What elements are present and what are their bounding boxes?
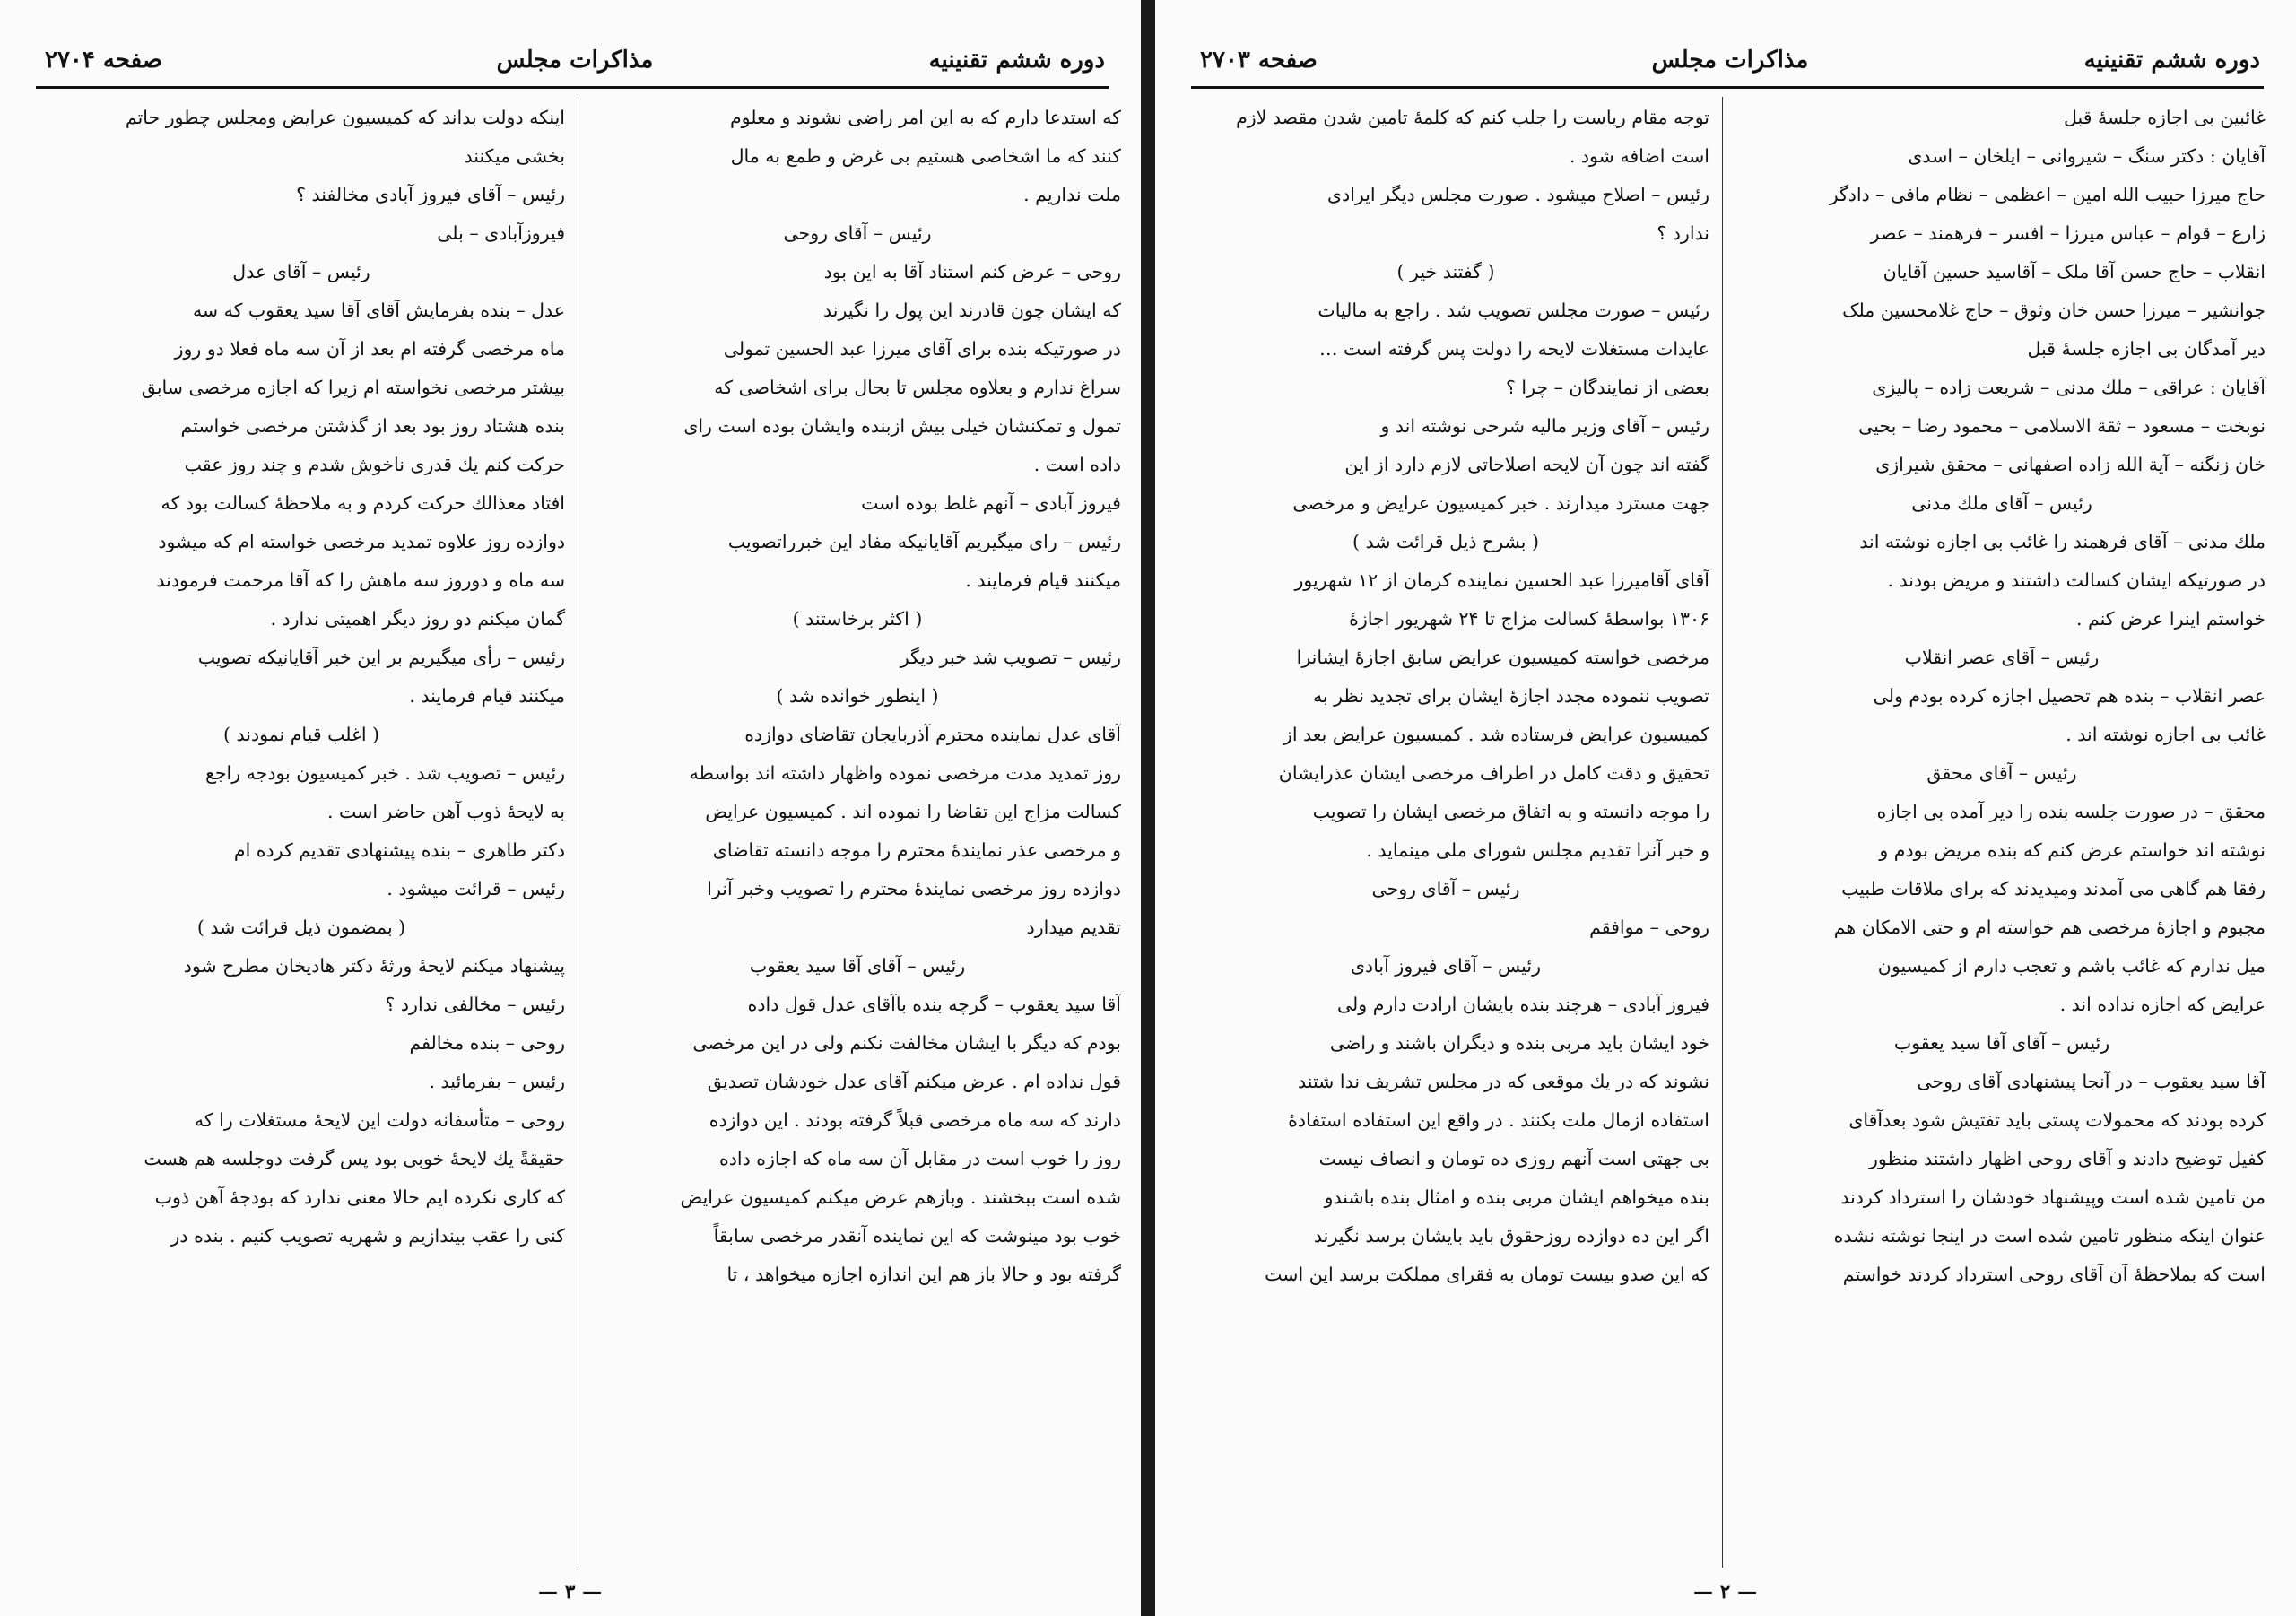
- text-line: بخشی میکنند: [464, 145, 565, 167]
- right-page-column-right: [1738, 99, 2266, 1551]
- text-line: افتاد معذالك حرکت کردم و به ملاحظهٔ کسالت بود که: [161, 492, 565, 514]
- right-page-header: [1200, 43, 2260, 83]
- text-line: کنند که ما اشخاصی هستیم بی غرض و طمع به مال: [730, 145, 1121, 167]
- text-line: دوازده روز علاوه تمدید مرخصی خواسته ام که میشود: [158, 531, 565, 552]
- text-line: ( بمضمون ذیل قرائت شد ): [196, 917, 406, 938]
- text-line: ندارد ؟: [1657, 222, 1709, 244]
- text-line: در صورتیکه بنده برای آقای میرزا عبد الحسین تمولی: [723, 338, 1121, 360]
- text-line: جوانشیر – میرزا حسن خان وثوق – حاج غلامحسین ملک: [1842, 300, 2266, 321]
- text-line: دارند که سه ماه مرخصی قبلاً گرفته بودند . این دوازده: [709, 1109, 1121, 1131]
- text-line: و خبر آنرا تقدیم مجلس شورای ملی مینماید .: [1366, 839, 1709, 861]
- text-line: رئیس – آقای آقا سید یعقوب: [749, 955, 966, 977]
- text-line: رئیس – آقای روحی: [1371, 878, 1520, 899]
- left-page: [0, 0, 1141, 1616]
- text-line: روحی – موافقم: [1589, 917, 1709, 938]
- text-line: ملك مدنی – آقای فرهمند را غائب بی اجازه نوشته اند: [1859, 531, 2266, 552]
- text-line: روحی – متأسفانه دولت این لایحهٔ مستغلات را که: [194, 1109, 565, 1131]
- journal-title: مذاکرات مجلس: [1651, 47, 1809, 74]
- text-line: دوازده روز مرخصی نمایندهٔ محترم را تصویب وخبر آنرا: [707, 878, 1121, 899]
- text-line: رئیس – آقای فیروز آبادی مخالفند ؟: [296, 184, 565, 205]
- text-line: آقای آقامیرزا عبد الحسین نماینده کرمان از ۱۲ شهریور: [1294, 569, 1709, 591]
- text-line: غائب بی اجازه نوشته اند .: [2066, 724, 2266, 745]
- text-line: کمیسیون عرایض فرستاده شد . کمیسیون عرایض بعد از: [1283, 724, 1709, 745]
- text-line: محقق – در صورت جلسه بنده را دیر آمده بی اجازه: [1876, 801, 2266, 822]
- text-line: خود ایشان باید مربی بنده و دیگران باشند و راضی: [1329, 1032, 1709, 1054]
- text-line: ( اکثر برخاستند ): [792, 608, 923, 630]
- page-footer-number: — ۲ —: [1693, 1580, 1758, 1603]
- left-page-header: [45, 43, 1105, 83]
- text-line: است که بملاحظهٔ آن آقای روحی استرداد کردند خواستم: [1842, 1264, 2266, 1285]
- right-page: [1155, 0, 2296, 1616]
- text-line: تمول و تمکنشان خیلی بیش ازبنده وایشان بوده است رای: [683, 415, 1121, 437]
- text-line: آقا سید یعقوب – گرچه بنده باآقای عدل قول داده: [747, 994, 1121, 1015]
- text-line: فیروزآبادی – بلی: [437, 222, 565, 244]
- text-line: بعضی از نمایندگان – چرا ؟: [1506, 377, 1709, 398]
- page-number-label: صفحه ۲۷۰۳: [1200, 47, 1318, 74]
- journal-title: مذاکرات مجلس: [496, 47, 654, 74]
- text-line: به لایحهٔ ذوب آهن حاضر است .: [326, 801, 565, 822]
- text-line: رئیس – آقای عصر انقلاب: [1904, 647, 2100, 668]
- text-line: ( گفتند خیر ): [1396, 261, 1495, 282]
- text-line: ملت نداریم .: [1023, 184, 1121, 205]
- text-line: روحی – بنده مخالفم: [409, 1032, 565, 1054]
- text-line: آقایان : دکتر سنگ – شیروانی – ایلخان – اسدی: [1908, 145, 2266, 167]
- text-line: دیر آمدگان بی اجازه جلسهٔ قبل: [2027, 338, 2266, 360]
- text-line: عدل – بنده بفرمایش آقای آقا سید یعقوب که سه: [192, 300, 565, 321]
- column-divider: [1722, 97, 1723, 1568]
- text-line: رئیس – آقای وزیر مالیه شرحی نوشته اند و: [1380, 415, 1709, 437]
- text-line: مجبوم و اجازهٔ مرخصی هم خواسته ام و حتی الامکان هم: [1833, 917, 2266, 938]
- page-footer-number: — ۳ —: [538, 1580, 603, 1603]
- text-line: جهت مسترد میدارند . خبر کمیسیون عرایض و مرخصی: [1292, 492, 1709, 514]
- text-line: رئیس – تصویب شد . خبر کمیسیون بودجه راجع: [204, 762, 565, 784]
- text-line: نوبخت – مسعود – ثقة الاسلامی – محمود رضا – بحیی: [1858, 415, 2266, 437]
- text-line: دکتر طاهری – بنده پیشنهادی تقدیم کرده ام: [233, 839, 565, 861]
- text-line: روحی – عرض کنم استناد آقا به این بود: [823, 261, 1121, 282]
- text-line: پیشنهاد میکنم لایحهٔ ورثهٔ دکتر هادیخان مطرح شود: [183, 955, 565, 977]
- text-line: خان زنگنه – آیة الله زاده اصفهانی – محقق شیرازی: [1875, 454, 2266, 475]
- text-line: فیروز آبادی – آنهم غلط بوده است: [861, 492, 1121, 514]
- text-line: رفقا هم گاهی می آمدند ومیدیدند که برای ملاقات طبیب: [1841, 878, 2266, 899]
- text-line: میل ندارم که غائب باشم و تعجب دارم از کمیسیون: [1877, 955, 2266, 977]
- text-line: قول نداده ام . عرض میکنم آقای عدل خودشان تصدیق: [707, 1071, 1121, 1092]
- text-line: خوب بود مینوشت که این نماینده آنقدر مرخصی سابقاً: [713, 1225, 1121, 1247]
- text-line: نشوند که در یك موقعی که در مجلس تشریف ندا شتند: [1298, 1071, 1709, 1092]
- text-line: میکنند قیام فرمایند .: [409, 685, 565, 707]
- text-line: آقا سید یعقوب – در آنجا پیشنهادی آقای روحی: [1917, 1071, 2266, 1092]
- text-line: رئیس – آقای روحی: [783, 222, 932, 244]
- text-line: و مرخصی عذر نمایندهٔ محترم را موجه دانسته تقاضای: [712, 839, 1121, 861]
- text-line: رئیس – رأی میگیریم بر این خبر آقایانیکه تصویب: [197, 647, 565, 668]
- session-label: دوره ششم تقنینیه: [2083, 47, 2260, 74]
- text-line: بی جهتی است آنهم روزی ده تومان و انصاف نیست: [1318, 1148, 1709, 1169]
- text-line: تقدیم میدارد: [1026, 917, 1121, 938]
- text-line: عصر انقلاب – بنده هم تحصیل اجازه کرده بودم ولی: [1873, 685, 2266, 707]
- left-page-column-left: [38, 99, 565, 1551]
- text-line: آقایان : عراقی – ملك مدنی – شریعت زاده – پالیزی: [1872, 377, 2266, 398]
- text-line: عنوان اینکه منظور تامین شده است در اینجا نوشته نشده: [1833, 1225, 2266, 1247]
- text-line: ( بشرح ذیل قرائت شد ): [1352, 531, 1540, 552]
- header-rule: [1191, 86, 2264, 89]
- text-line: بنده میخواهم ایشان مربی بنده و امثال بنده باشندو: [1324, 1186, 1709, 1208]
- text-line: ماه مرخصی گرفته ام بعد از آن سه ماه فعلا دو روز: [174, 338, 565, 360]
- text-line: رئیس – اصلاح میشود . صورت مجلس دیگر ایرادی: [1327, 184, 1709, 205]
- text-line: حرکت کنم یك قدری ناخوش شدم و چند روز عقب: [184, 454, 565, 475]
- text-line: گفته اند چون آن لایحه اصلاحاتی لازم دارد از این: [1344, 454, 1709, 475]
- text-line: رئیس – مخالفی ندارد ؟: [385, 994, 565, 1015]
- text-line: مرخصی خواسته کمیسیون عرایض سابق اجازهٔ ایشانرا: [1296, 647, 1709, 668]
- text-line: حقیقةً یك لایحهٔ خوبی بود پس گرفت دوجلسه هم هست: [144, 1148, 565, 1169]
- text-line: انقلاب – حاج حسن آقا ملک – آقاسید حسین آقایان: [1883, 261, 2266, 282]
- right-page-column-left: [1182, 99, 1709, 1551]
- text-line: که این صدو بیست تومان به فقرای مملکت برسد این است: [1265, 1264, 1709, 1285]
- text-line: رئیس – آقای محقق: [1926, 762, 2077, 784]
- text-line: استفاده ازمال ملت بکنند . در واقع این استفاده استفادهٔ: [1288, 1109, 1709, 1131]
- text-line: بودم که دیگر با ایشان مخالفت نکنم ولی در این مرخصی: [692, 1032, 1121, 1054]
- text-line: که ایشان چون قادرند این پول را نگیرند: [823, 300, 1121, 321]
- text-line: گمان میکنم دو روز دیگر اهمیتی ندارد .: [270, 608, 565, 630]
- text-line: رئیس – قرائت میشود .: [387, 878, 565, 899]
- text-line: کسالت مزاج این تقاضا را نموده اند . کمیسیون عرایض: [705, 801, 1121, 822]
- text-line: رئیس – آقای ملك مدنی: [1911, 492, 2092, 514]
- text-line: در صورتیکه ایشان کسالت داشتند و مریض بودند .: [1887, 569, 2266, 591]
- text-line: داده است .: [1033, 454, 1121, 475]
- text-line: اینکه دولت بداند که کمیسیون عرایض ومجلس چطور حاتم: [125, 107, 565, 128]
- text-line: خواستم اینرا عرض کنم .: [2075, 608, 2266, 630]
- text-line: آقای عدل نماینده محترم آذربایجان تقاضای دوازده: [744, 724, 1121, 745]
- text-line: زارع – قوام – عباس میرزا – افسر – فرهمند – عصر: [1870, 222, 2266, 244]
- text-line: رئیس – آقای آقا سید یعقوب: [1893, 1032, 2110, 1054]
- text-line: تحقیق و دقت کامل در اطراف مرخصی ایشان عذرایشان: [1278, 762, 1709, 784]
- text-line: ( اغلب قیام نمودند ): [222, 724, 380, 745]
- text-line: کنی را عقب بیندازیم و شهریه تصویب کنیم . بنده در: [170, 1225, 565, 1247]
- text-line: توجه مقام ریاست را جلب کنم که کلمهٔ تامین شدن مقصد لازم: [1236, 107, 1709, 128]
- header-rule: [36, 86, 1109, 89]
- text-line: را موجه دانسته و به اتفاق مرخصی ایشان را تصویب: [1312, 801, 1709, 822]
- text-line: رئیس – آقای عدل: [232, 261, 370, 282]
- left-page-column-right: [594, 99, 1121, 1551]
- text-line: کفیل توضیح دادند و آقای روحی اظهار داشتند منظور: [1869, 1148, 2266, 1169]
- text-line: که استدعا دارم که به این امر راضی نشوند و معلوم: [729, 107, 1121, 128]
- text-line: کرده بودند که محمولات پستی باید تفتیش شود بعدآقای: [1848, 1109, 2266, 1131]
- text-line: سراغ ندارم و بعلاوه مجلس تا بحال برای اشخاصی که: [714, 377, 1121, 398]
- text-line: عایدات مستغلات لایحه را دولت پس گرفته است …: [1319, 338, 1709, 360]
- text-line: که کاری نکرده ایم حالا معنی ندارد که بودجهٔ آهن ذوب: [154, 1186, 565, 1208]
- session-label: دوره ششم تقنینیه: [928, 47, 1105, 74]
- text-line: بنده هشتاد روز بود بعد از گذشتن مرخصی خواستم: [180, 415, 565, 437]
- text-line: اگر این ده دوازده روزحقوق باید بایشان برسد نگیرند: [1313, 1225, 1709, 1247]
- text-line: غائبین بی اجازه جلسهٔ قبل: [2063, 107, 2266, 128]
- text-line: نوشته اند خواستم عرض کنم که بنده مریض بودم و: [1879, 839, 2266, 861]
- text-line: روز تمدید مدت مرخصی نموده واظهار داشته اند بواسطه: [689, 762, 1121, 784]
- text-line: میکنند قیام فرمایند .: [965, 569, 1121, 591]
- text-line: عرایض که اجازه نداده اند .: [2059, 994, 2266, 1015]
- text-line: رئیس – صورت مجلس تصویب شد . راجع به مالیات: [1318, 300, 1709, 321]
- text-line: حاج میرزا حبیب الله امین – اعظمی – نظام مافی – دادگر: [1829, 184, 2266, 205]
- text-line: است اضافه شود .: [1569, 145, 1709, 167]
- book-gutter: [1141, 0, 1155, 1616]
- text-line: ۱۳۰۶ بواسطهٔ کسالت مزاج تا ۲۴ شهریور اجازهٔ: [1349, 608, 1709, 630]
- text-line: سه ماه و دوروز سه ماهش را که آقا مرحمت فرمودند: [156, 569, 565, 591]
- text-line: رئیس – رای میگیریم آقایانیکه مفاد این خبرراتصویب: [727, 531, 1121, 552]
- text-line: روز را خوب است در مقابل آن سه ماه که اجازه داده: [719, 1148, 1121, 1169]
- text-line: بیشتر مرخصی نخواسته ام زیرا که اجازه مرخصی سابق: [141, 377, 565, 398]
- text-line: شده است ببخشند . وبازهم عرض میکنم کمیسیون عرایض: [680, 1186, 1121, 1208]
- text-line: تصویب ننموده مجدد اجازهٔ ایشان برای تجدید نظر به: [1312, 685, 1709, 707]
- text-line: من تامین شده است وپیشنهاد خودشان را استرداد کردند: [1840, 1186, 2266, 1208]
- text-line: رئیس – بفرمائید .: [429, 1071, 565, 1092]
- text-line: رئیس – تصویب شد خبر دیگر: [900, 647, 1121, 668]
- text-line: ( اینطور خوانده شد ): [776, 685, 939, 707]
- text-line: فیروز آبادی – هرچند بنده بایشان ارادت دارم ولی: [1336, 994, 1709, 1015]
- page-number-label: صفحه ۲۷۰۴: [45, 47, 162, 74]
- text-line: گرفته بود و حالا باز هم این اندازه اجازه میخواهد ، تا: [726, 1264, 1121, 1285]
- text-line: رئیس – آقای فیروز آبادی: [1351, 955, 1541, 977]
